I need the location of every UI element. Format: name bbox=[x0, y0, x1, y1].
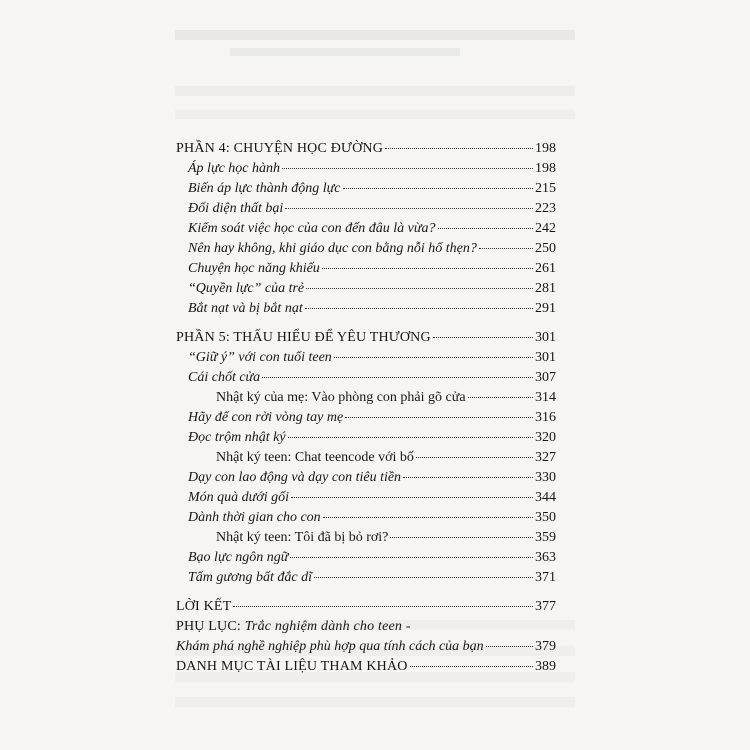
dot-leader bbox=[385, 148, 533, 149]
toc-entry-title: Đối diện thất bại bbox=[188, 201, 284, 216]
toc-page-number: 281 bbox=[535, 281, 556, 296]
toc-part-4[interactable] bbox=[176, 139, 556, 159]
toc-entry-title: Món quà dưới gối bbox=[188, 490, 290, 505]
toc-entry-title: Đọc trộm nhật ký bbox=[188, 430, 286, 445]
dot-leader bbox=[345, 417, 533, 418]
toc-page-number: 198 bbox=[535, 141, 556, 156]
dot-leader bbox=[262, 377, 533, 378]
toc-entry-title: Nhật ký teen: Tôi đã bị bỏ rơi? bbox=[216, 530, 389, 545]
toc-page-number: 377 bbox=[535, 599, 556, 614]
toc-page-number: 307 bbox=[535, 370, 556, 385]
bleed-through-line bbox=[175, 30, 575, 40]
dot-leader bbox=[334, 357, 533, 358]
toc-part-title: PHẦN 4: CHUYỆN HỌC ĐƯỜNG bbox=[176, 141, 384, 156]
toc-page-number: 363 bbox=[535, 550, 556, 565]
dot-leader bbox=[314, 577, 533, 578]
dot-leader bbox=[410, 666, 533, 667]
toc-entry-title: Nhật ký teen: Chat teencode với bố bbox=[216, 450, 414, 465]
bleed-through-line bbox=[175, 697, 575, 707]
toc-page-number: 242 bbox=[535, 221, 556, 236]
toc-entry[interactable] bbox=[176, 428, 556, 448]
toc-entry[interactable] bbox=[176, 199, 556, 219]
toc-part-title: DANH MỤC TÀI LIỆU THAM KHẢO bbox=[176, 659, 408, 674]
bleed-through-line bbox=[230, 48, 460, 56]
toc-entry[interactable] bbox=[176, 468, 556, 488]
toc-entry-title: Nên hay không, khi giáo dục con bằng nỗi hổ thẹn? bbox=[188, 241, 477, 256]
dot-leader bbox=[479, 248, 533, 249]
dot-leader bbox=[390, 537, 533, 538]
toc-appendix[interactable] bbox=[176, 617, 556, 637]
dot-leader bbox=[290, 557, 533, 558]
toc-page-number: 314 bbox=[535, 390, 556, 405]
dot-leader bbox=[416, 457, 533, 458]
toc-page-number: 215 bbox=[535, 181, 556, 196]
toc-page-number: 379 bbox=[535, 639, 556, 654]
toc-entry[interactable] bbox=[176, 279, 556, 299]
toc-page-number: 320 bbox=[535, 430, 556, 445]
dot-leader bbox=[288, 437, 533, 438]
dot-leader bbox=[233, 606, 533, 607]
toc-part-title: LỜI KẾT bbox=[176, 599, 232, 614]
toc-page-number: 359 bbox=[535, 530, 556, 545]
toc-page-number: 371 bbox=[535, 570, 556, 585]
dot-leader bbox=[403, 477, 533, 478]
dot-leader bbox=[343, 188, 533, 189]
appendix-title: Trắc nghiệm dành cho teen - bbox=[244, 619, 411, 634]
toc-page-number: 316 bbox=[535, 410, 556, 425]
toc-entry[interactable] bbox=[176, 488, 556, 508]
dot-leader bbox=[291, 497, 533, 498]
toc-entry-title: Dạy con lao động và dạy con tiêu tiền bbox=[188, 470, 402, 485]
toc-entry[interactable] bbox=[176, 348, 556, 368]
toc-entry-title: Khám phá nghề nghiệp phù hợp qua tính cách của bạn bbox=[176, 639, 484, 654]
toc-page-number: 223 bbox=[535, 201, 556, 216]
dot-leader bbox=[486, 646, 533, 647]
toc-entry[interactable] bbox=[176, 159, 556, 179]
toc-entry-title: Áp lực học hành bbox=[188, 161, 281, 176]
toc-page-number: 261 bbox=[535, 261, 556, 276]
toc-entry[interactable] bbox=[176, 548, 556, 568]
toc-references[interactable] bbox=[176, 657, 556, 677]
toc-entry[interactable] bbox=[176, 368, 556, 388]
toc-page-number: 291 bbox=[535, 301, 556, 316]
toc-diary-entry[interactable] bbox=[176, 448, 556, 468]
toc-part-5[interactable] bbox=[176, 328, 556, 348]
toc-page-number: 198 bbox=[535, 161, 556, 176]
toc-entry-title: Tấm gương bất đắc dĩ bbox=[188, 570, 312, 585]
toc-entry-title: Hãy để con rời vòng tay mẹ bbox=[188, 410, 344, 425]
toc-entry-title: Biến áp lực thành động lực bbox=[188, 181, 341, 196]
dot-leader bbox=[322, 268, 533, 269]
dot-leader bbox=[285, 208, 533, 209]
dot-leader bbox=[305, 308, 533, 309]
toc-page-number: 301 bbox=[535, 350, 556, 365]
dot-leader bbox=[433, 337, 533, 338]
toc-entry-title: Chuyện học năng khiếu bbox=[188, 261, 320, 276]
bleed-through-line bbox=[175, 86, 575, 96]
toc-diary-entry[interactable] bbox=[176, 528, 556, 548]
dot-leader bbox=[438, 228, 533, 229]
toc-entry[interactable] bbox=[176, 508, 556, 528]
toc-entry[interactable] bbox=[176, 179, 556, 199]
toc-entry[interactable] bbox=[176, 408, 556, 428]
toc-entry[interactable] bbox=[176, 299, 556, 319]
toc-page-number: 250 bbox=[535, 241, 556, 256]
appendix-prefix: PHỤ LỤC: bbox=[176, 619, 245, 634]
toc-diary-entry[interactable] bbox=[176, 388, 556, 408]
toc-page-number: 330 bbox=[535, 470, 556, 485]
dot-leader bbox=[282, 168, 533, 169]
toc-entry[interactable] bbox=[176, 259, 556, 279]
toc-page-number: 389 bbox=[535, 659, 556, 674]
toc-entry-title: Bắt nạt và bị bắt nạt bbox=[188, 301, 303, 316]
toc-entry[interactable] bbox=[176, 568, 556, 588]
table-of-contents bbox=[176, 139, 556, 677]
toc-entry[interactable] bbox=[176, 239, 556, 259]
dot-leader bbox=[468, 397, 533, 398]
toc-page-number: 301 bbox=[535, 330, 556, 345]
toc-appendix-subtitle[interactable] bbox=[176, 637, 556, 657]
section-gap bbox=[176, 319, 556, 328]
toc-entry-title: Kiểm soát việc học của con đến đâu là vừa? bbox=[188, 221, 436, 236]
toc-entry-title: Dành thời gian cho con bbox=[188, 510, 321, 525]
dot-leader bbox=[323, 517, 533, 518]
toc-entry-title: “Giữ ý” với con tuổi teen bbox=[188, 350, 332, 365]
toc-part-title bbox=[176, 617, 411, 637]
section-gap bbox=[176, 588, 556, 597]
toc-entry-title: “Quyền lực” của trẻ bbox=[188, 281, 305, 296]
toc-entry[interactable] bbox=[176, 219, 556, 239]
toc-entry-title: Nhật ký của mẹ: Vào phòng con phải gõ cửa bbox=[216, 390, 466, 405]
toc-entry-title: Bạo lực ngôn ngữ bbox=[188, 550, 289, 565]
toc-part-title: PHẦN 5: THẤU HIỂU ĐỂ YÊU THƯƠNG bbox=[176, 330, 431, 345]
toc-page-number: 350 bbox=[535, 510, 556, 525]
toc-page-number: 344 bbox=[535, 490, 556, 505]
toc-entry-title: Cái chốt cửa bbox=[188, 370, 261, 385]
toc-page-number: 327 bbox=[535, 450, 556, 465]
toc-afterword[interactable] bbox=[176, 597, 556, 617]
dot-leader bbox=[306, 288, 533, 289]
bleed-through-line bbox=[175, 110, 575, 119]
